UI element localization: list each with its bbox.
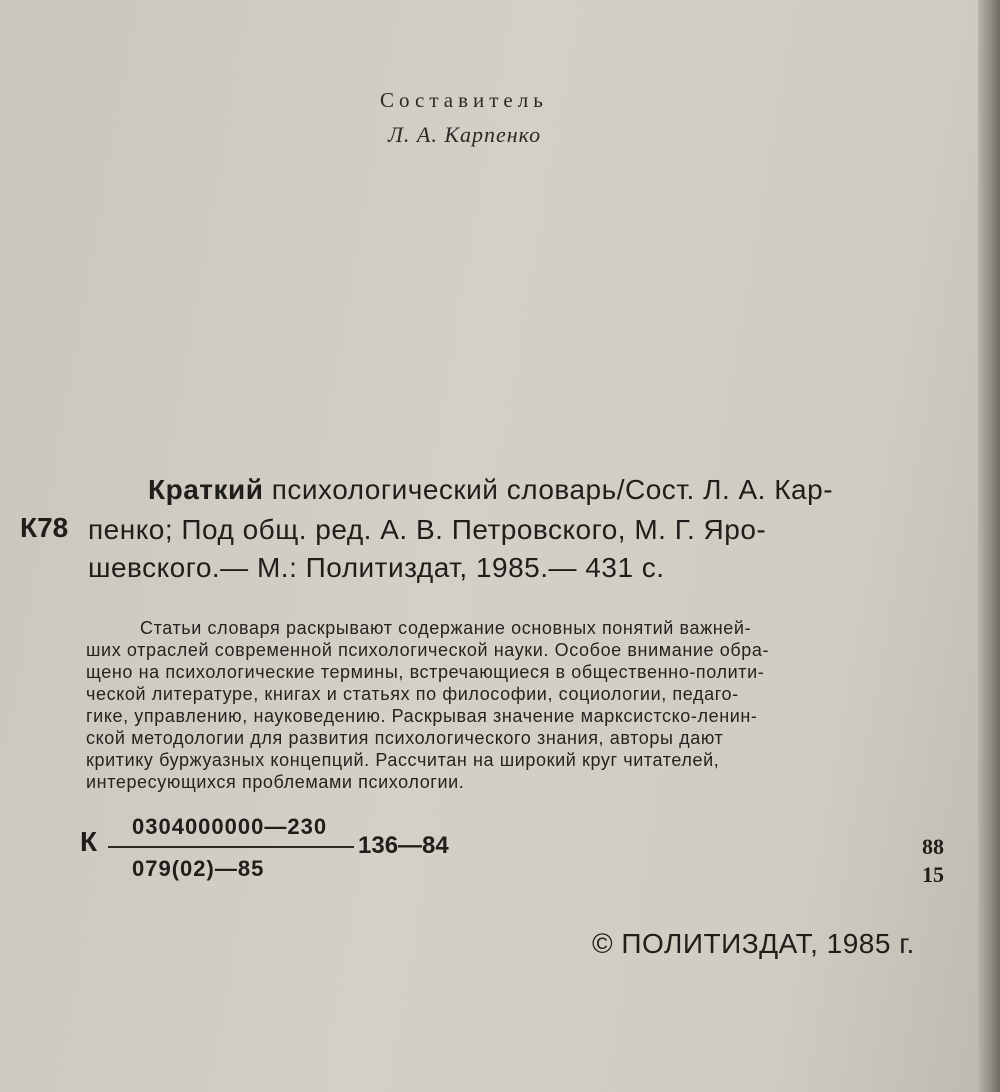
abstract-line: критику буржуазных концепций. Рассчитан на широкий круг читателей, bbox=[86, 750, 720, 770]
abstract-line: интересующихся проблемами психологии. bbox=[86, 772, 465, 792]
abstract-line: ческой литературе, книгах и статьях по философии, социологии, педаго- bbox=[86, 684, 739, 704]
catalog-code-denominator: 079(02)—85 bbox=[132, 856, 265, 881]
copyright-notice: © ПОЛИТИЗДАТ, 1985 г. bbox=[592, 928, 915, 959]
bibliographic-lead-word: Краткий bbox=[148, 474, 264, 505]
catalog-order-number: 136—84 bbox=[358, 832, 449, 859]
bibliographic-line-2: пенко; Под общ. ред. А. В. Петровского, М. Г. Яро- bbox=[88, 514, 767, 545]
composer-name: Л. А. Карпенко bbox=[388, 122, 542, 147]
page-edge bbox=[978, 0, 1000, 1092]
abstract-line: ской методологии для развития психологического знания, авторы дают bbox=[86, 728, 724, 748]
bibliographic-line-1-rest: психологический словарь/Сост. Л. А. Кар- bbox=[263, 474, 834, 505]
abstract-line: ших отраслей современной психологической науки. Особое внимание обра- bbox=[86, 640, 770, 660]
bibliographic-line-1 bbox=[88, 474, 954, 506]
catalog-code-right-top: 88 bbox=[922, 834, 944, 859]
abstract-line: щено на психологические термины, встречающиеся в общественно-полити- bbox=[86, 662, 765, 682]
catalog-code-numerator: 0304000000—230 bbox=[132, 814, 328, 839]
bibliographic-line-3: шевского.— М.: Политиздат, 1985.— 431 с. bbox=[88, 552, 665, 583]
classification-code: К78 bbox=[20, 512, 69, 543]
abstract-line: гике, управлению, науковедению. Раскрывая значение марксистско-ленин- bbox=[86, 706, 758, 726]
composer-label: Составитель bbox=[380, 88, 548, 112]
catalog-code-letter: К bbox=[80, 826, 98, 857]
abstract-line: Статьи словаря раскрывают содержание основных понятий важней- bbox=[140, 618, 752, 638]
catalog-code-right-bottom: 15 bbox=[922, 862, 944, 887]
fraction-line bbox=[108, 846, 354, 848]
